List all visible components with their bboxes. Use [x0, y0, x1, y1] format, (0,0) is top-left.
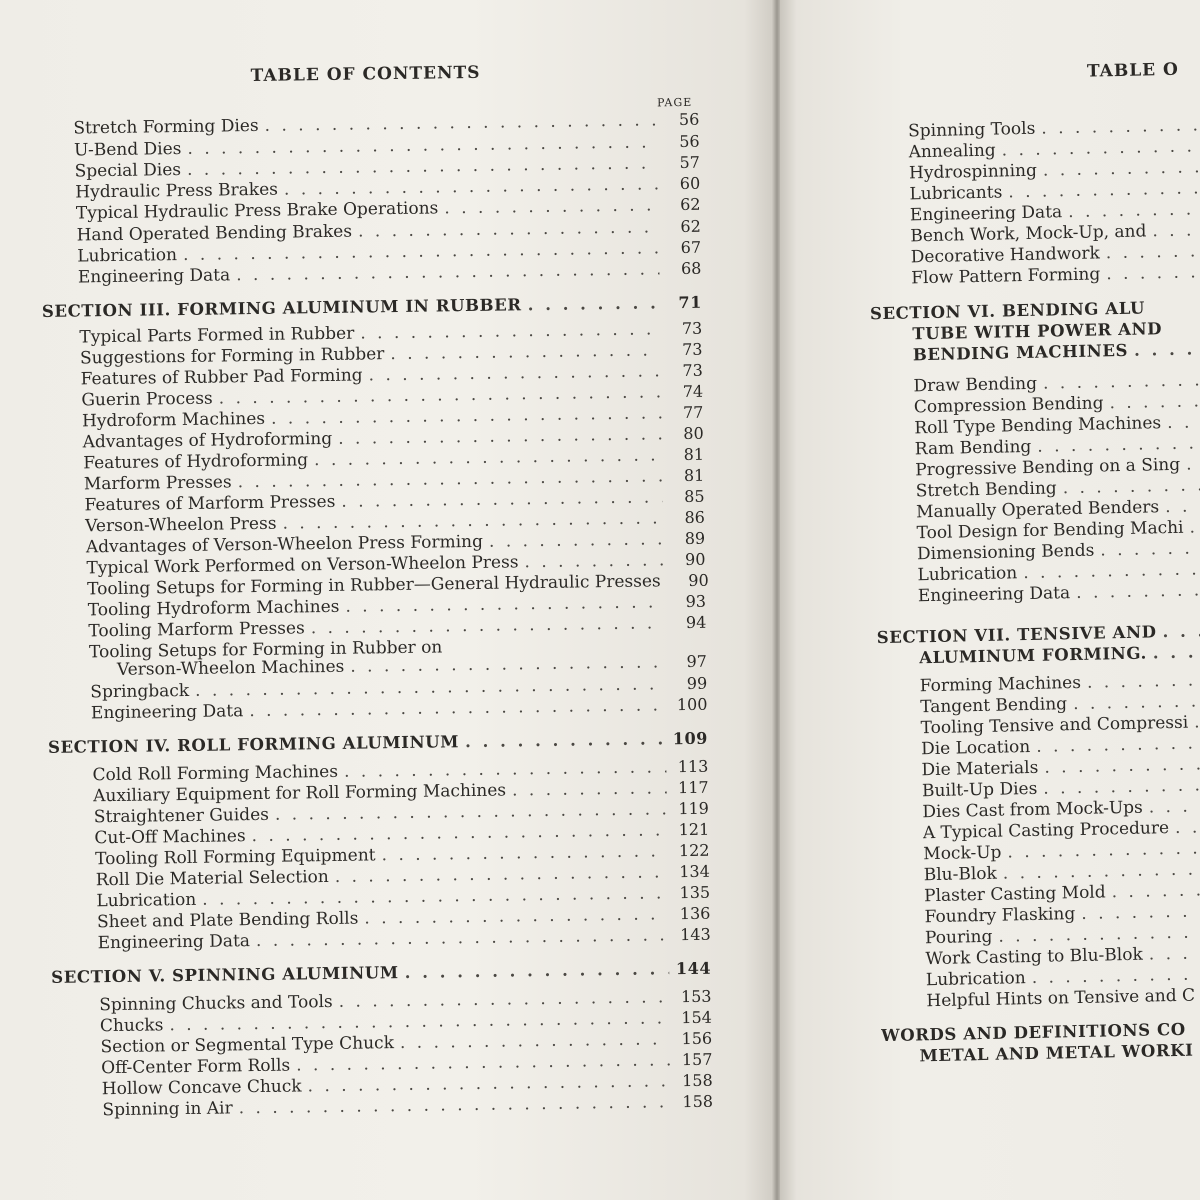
page-number: 109 [672, 728, 709, 749]
section-heading [51, 959, 711, 989]
entry-title: Typical Work Performed on Verson-Wheelon Press [86, 552, 519, 579]
dot-leader [1152, 220, 1200, 241]
entry-title: Flow Pattern Forming [911, 264, 1101, 289]
page-number: 71 [678, 292, 703, 313]
section-heading [48, 729, 708, 759]
entry-title: Pouring [924, 926, 993, 949]
entry-title: Auxiliary Equipment for Roll Forming Machines [93, 780, 507, 807]
entry-title: Plaster Casting Mold [923, 882, 1106, 907]
page-number: 60 [679, 173, 701, 194]
entry-title: Special Dies [74, 160, 182, 182]
entry-title: Hydroform Machines [81, 408, 266, 432]
dot-leader [358, 217, 659, 241]
entry-title: Verson-Wheelon Press [85, 513, 277, 537]
entry-title: TUBE WITH POWER AND [912, 319, 1163, 344]
page-header: TABLE OF CONTENTS [250, 62, 481, 87]
dot-leader [1008, 178, 1200, 202]
entry-title: Hydrospinning [908, 160, 1038, 184]
entry-title: Annealing [908, 140, 996, 163]
entry-title: Hollow Concave Chuck [101, 1076, 302, 1100]
dot-leader [1001, 136, 1200, 160]
dot-leader [1043, 157, 1200, 180]
page-number: 93 [685, 591, 707, 612]
dot-leader [1106, 241, 1200, 263]
entry-title: Chucks [99, 1015, 164, 1037]
dot-leader [1167, 412, 1200, 433]
dot-leader [465, 729, 666, 751]
page-number: 156 [681, 1028, 713, 1049]
dot-leader [1186, 454, 1200, 475]
entry-title: Engineering Data [77, 265, 231, 288]
entry-title: Spinning in Air [102, 1098, 233, 1121]
dot-leader [1036, 733, 1200, 757]
entry-title: Lubrication [96, 889, 197, 912]
right-toc [780, 0, 1200, 1200]
right-page [780, 0, 1200, 1200]
page-number: 153 [680, 986, 712, 1007]
page-number: 90 [684, 549, 706, 570]
entry-title: SECTION VI. BENDING ALU [869, 298, 1146, 324]
dot-leader [524, 550, 663, 572]
page-number: 81 [683, 444, 705, 465]
page-number: 73 [682, 360, 703, 381]
dot-leader [1134, 339, 1200, 360]
page-column-label: PAGE [656, 95, 693, 110]
dot-leader [1194, 712, 1200, 732]
page-number: 135 [679, 882, 711, 903]
dot-leader [264, 110, 657, 135]
dot-leader [1165, 496, 1200, 517]
page-number: 73 [681, 318, 703, 339]
entry-title: Bench Work, Mock-Up, and [910, 221, 1147, 247]
entry-title: Tooling Setups for Forming in Rubber—General Hydraulic Presses [87, 571, 661, 600]
dot-leader [1153, 642, 1200, 662]
dot-leader [1007, 838, 1200, 862]
entry-title: Engineering Data [917, 583, 1071, 607]
entry-title: Advantages of Hydroforming [82, 428, 333, 453]
entry-title: Straightener Guides [93, 804, 270, 828]
dot-leader [364, 904, 668, 928]
entry-title: Verson-Wheelon Machines [116, 656, 345, 680]
dot-leader [1149, 796, 1200, 817]
entry-title: Helpful Hints on Tensive and C [926, 985, 1196, 1012]
entry-title: Features of Hydroforming [83, 450, 309, 474]
page-number: 97 [686, 651, 708, 672]
entry-title: Work Casting to Blu-Blok [925, 944, 1144, 970]
entry-title: Mock-Up [923, 842, 1002, 865]
entry-title: Foundry Flasking [924, 904, 1076, 928]
dot-leader [1189, 517, 1200, 537]
entry-title: Manually Operated Benders [915, 497, 1160, 523]
entry-title: Engineering Data [97, 931, 251, 954]
entry-title: Tooling Marform Presses [88, 618, 305, 642]
entry-title: Roll Type Bending Machines [914, 413, 1162, 439]
page-number: 56 [679, 131, 700, 152]
dot-leader [1109, 391, 1200, 413]
entry-title: Tooling Roll Forming Equipment [94, 845, 376, 870]
page-number: 56 [678, 109, 700, 130]
entry-title: Hydraulic Press Brakes [75, 179, 279, 203]
section-heading [42, 293, 702, 323]
entry-title: Die Location [920, 736, 1031, 760]
entry-title: Cold Roll Forming Machines [92, 761, 339, 786]
page-number: 57 [679, 152, 701, 173]
dot-leader [1175, 817, 1200, 838]
page-number [671, 649, 707, 650]
dot-leader [512, 778, 667, 800]
dot-leader [1003, 859, 1200, 884]
page-number: 80 [683, 423, 704, 444]
dot-leader [444, 195, 658, 218]
entry-title: Tooling Setups for Forming in Rubber on [88, 637, 443, 663]
dot-leader [368, 361, 660, 385]
entry-title: Advantages of Verson-Wheelon Press Forming [85, 531, 484, 558]
dot-leader [489, 529, 663, 551]
page-number: 158 [682, 1091, 714, 1112]
entry-title: Spinning Chucks and Tools [99, 991, 333, 1016]
dot-leader [360, 319, 660, 343]
entry-title: Die Materials [921, 757, 1039, 781]
dot-leader [1076, 580, 1200, 603]
page-number: 154 [681, 1007, 712, 1028]
entry-title: Built-Up Dies [921, 778, 1038, 802]
dot-leader [1068, 199, 1200, 222]
entry-title: Lubricants [909, 182, 1003, 205]
entry-title: Forming Machines [919, 672, 1082, 697]
dot-leader [1043, 370, 1200, 393]
entry-title: SECTION VII. TENSIVE AND [876, 622, 1157, 648]
entry-title: Off-Center Form Rolls [101, 1055, 291, 1079]
entry-title: Decorative Handwork [910, 243, 1101, 268]
page-number: 113 [677, 756, 709, 777]
page-number: 100 [676, 694, 708, 715]
entry-title: Hand Operated Bending Brakes [76, 221, 353, 246]
entry-title: Spinning Tools [907, 118, 1036, 142]
entry-title: Tangent Bending [920, 694, 1068, 718]
dot-leader [381, 841, 667, 865]
entry-title: Features of Marform Presses [84, 491, 336, 516]
entry-title: Features of Rubber Pad Forming [80, 365, 363, 390]
entry-title: A Typical Casting Procedure [922, 818, 1170, 844]
page-number: 73 [682, 339, 703, 360]
entry-title: SECTION III. FORMING ALUMINUM IN RUBBER [41, 295, 522, 321]
dot-leader [1162, 621, 1200, 641]
entry-title: Sheet and Plate Bending Rolls [96, 908, 359, 933]
entry-title: Dies Cast from Mock-Ups [922, 797, 1143, 823]
entry-title: Blu-Blok [923, 863, 998, 886]
entry-title: SECTION V. SPINNING ALUMINUM [51, 963, 399, 987]
dot-leader [1149, 943, 1200, 965]
dot-leader [390, 340, 660, 364]
entry-title: WORDS AND DEFINITIONS CO [880, 1019, 1186, 1046]
page-number: 143 [680, 924, 711, 945]
dot-leader [1044, 754, 1200, 778]
entry-title: Section or Segmental Type Chuck [100, 1033, 395, 1058]
entry-title: Draw Bending [913, 373, 1038, 397]
entry-title: Roll Die Material Selection [95, 867, 329, 891]
entry-title: Typical Hydraulic Press Brake Operations [75, 198, 439, 224]
dot-leader [998, 922, 1200, 947]
page-number: 157 [681, 1049, 713, 1070]
dot-leader [1043, 775, 1200, 799]
page-number: 86 [684, 507, 705, 528]
page-number: 89 [684, 528, 706, 549]
page-number: 68 [680, 258, 702, 279]
entry-title: Guerin Process [81, 388, 213, 411]
page-number: 119 [678, 798, 710, 819]
entry-title: Springback [90, 680, 190, 703]
dot-leader [405, 959, 670, 982]
entry-title: Stretch Forming Dies [73, 115, 259, 139]
dot-leader [400, 1029, 670, 1053]
page-number: 134 [679, 861, 710, 882]
page-number: 136 [679, 903, 711, 924]
dot-leader [1062, 475, 1200, 498]
entry-title: Ram Bending [914, 436, 1032, 460]
entry-title: Compression Bending [913, 393, 1104, 418]
entry-title: Lubrication [77, 245, 178, 267]
page-number: 122 [678, 840, 710, 861]
dot-leader [1032, 964, 1200, 988]
dot-leader [528, 293, 661, 314]
entry-title: Lubrication [925, 968, 1026, 991]
dot-leader [1100, 538, 1200, 560]
entry-title: U-Bend Dies [73, 139, 182, 161]
entry-title: ALUMINUM FORMING. [918, 643, 1148, 668]
entry-title: BENDING MACHINES [912, 340, 1129, 365]
entry-title: Engineering Data [909, 202, 1063, 226]
page-number: 144 [675, 958, 712, 979]
entry-title: Engineering Data [90, 701, 244, 724]
entry-title: Typical Parts Formed in Rubber [79, 323, 355, 348]
dot-leader [350, 652, 665, 676]
entry-title: Progressive Bending on a Sing [915, 454, 1181, 481]
entry-title: Tool Design for Bending Machi [916, 517, 1184, 544]
dot-leader [1041, 115, 1200, 138]
page-number: 77 [682, 402, 704, 423]
entry-title: METAL AND METAL WORKI [919, 1040, 1194, 1066]
page-number: 74 [682, 381, 704, 402]
entry-title: Tooling Hydroform Machines [87, 596, 340, 621]
entry-title: Suggestions for Forming in Rubber [79, 344, 385, 369]
dot-leader [1073, 691, 1200, 714]
dot-leader [1081, 901, 1200, 924]
page-number: 90 [688, 570, 709, 590]
page-number: 81 [683, 465, 705, 486]
dot-leader [1087, 670, 1200, 693]
entry-title: Dimensioning Bends [916, 540, 1095, 565]
entry-title: SECTION IV. ROLL FORMING ALUMINUM [47, 732, 460, 757]
entry-title: Tooling Tensive and Compressi [920, 712, 1189, 739]
dot-leader [1023, 559, 1200, 583]
page-number: 117 [677, 777, 709, 798]
page-number: 85 [684, 486, 705, 507]
page-number: 99 [686, 673, 708, 694]
entry-title: Cut-Off Machines [94, 826, 246, 849]
page-number: 158 [682, 1070, 713, 1091]
entry-title: Marform Presses [83, 472, 232, 495]
entry-title: Stretch Bending [915, 478, 1057, 502]
page-number: 62 [680, 216, 701, 237]
entry-title: Lubrication [917, 563, 1018, 586]
dot-leader [1106, 262, 1200, 284]
page-number: 62 [679, 194, 701, 215]
page-number: 67 [680, 237, 702, 258]
page-number: 121 [678, 819, 710, 840]
page-header-right: TABLE O [1086, 59, 1180, 82]
page-number: 94 [685, 612, 707, 633]
dot-leader [1111, 880, 1200, 902]
dot-leader [1037, 433, 1200, 457]
